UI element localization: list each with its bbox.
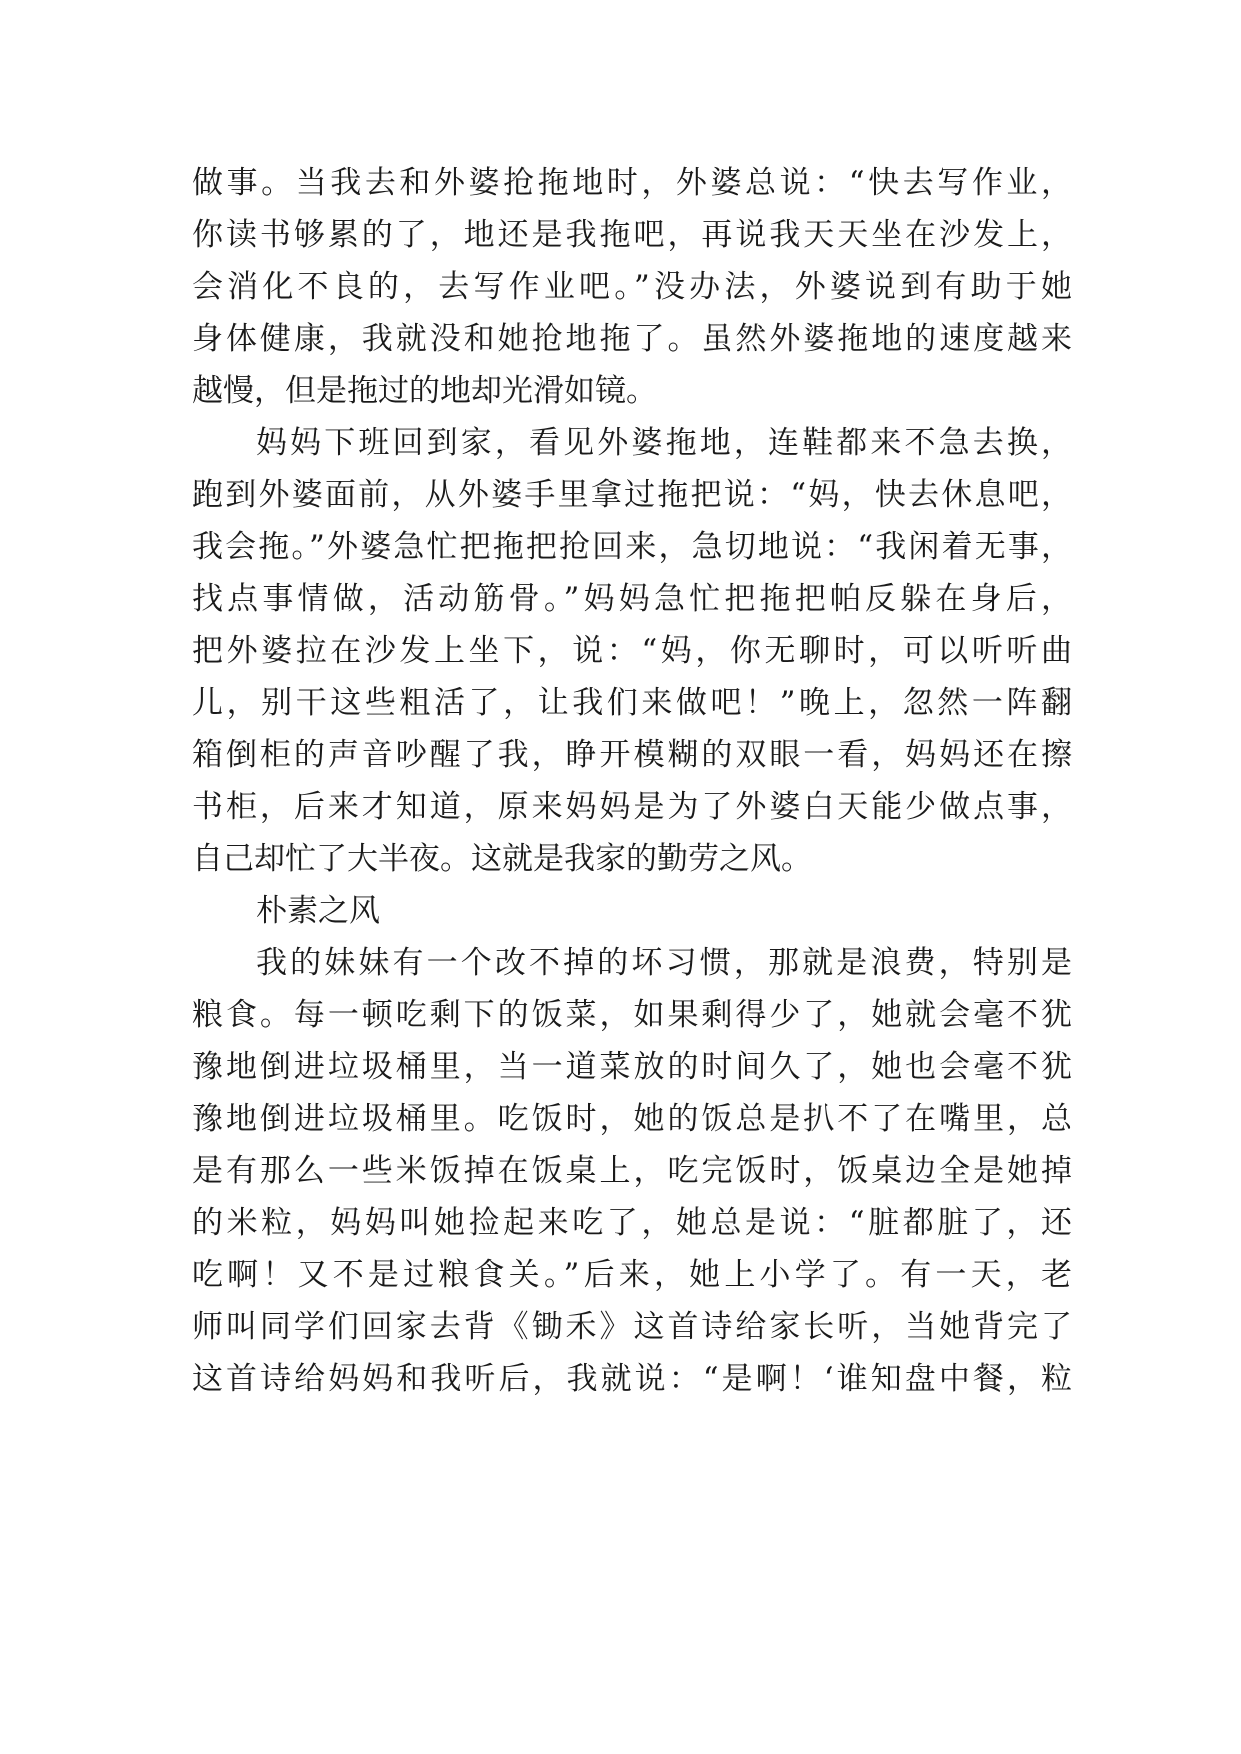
body-text (192, 157, 1072, 1405)
text-line-1: 做事。当我去和外婆抢拖地时，外婆总说：“快去写作业， (192, 165, 1072, 201)
text-line-19: 豫地倒进垃圾桶里。吃饭时，她的饭总是扒不了在嘴里，总 (192, 1101, 1072, 1137)
text-line-24: 这首诗给妈妈和我听后，我就说：“是啊！‘谁知盘中餐，粒 (192, 1361, 1072, 1397)
text-line-6: 妈妈下班回到家，看见外婆拖地，连鞋都来不急去换， (256, 425, 1072, 461)
text-line-2: 你读书够累的了，地还是我拖吧，再说我天天坐在沙发上， (192, 217, 1072, 253)
text-line-4: 身体健康，我就没和她抢地拖了。虽然外婆拖地的速度越来 (192, 321, 1072, 357)
text-line-13: 书柜，后来才知道，原来妈妈是为了外婆白天能少做点事， (192, 789, 1072, 825)
text-line-17: 粮食。每一顿吃剩下的饭菜，如果剩得少了，她就会毫不犹 (192, 997, 1072, 1033)
text-line-9: 找点事情做，活动筋骨。”妈妈急忙把拖把帕反躲在身后， (192, 581, 1072, 617)
text-line-5: 越慢，但是拖过的地却光滑如镜。 (192, 373, 657, 409)
text-line-20: 是有那么一些米饭掉在饭桌上，吃完饭时，饭桌边全是她掉 (192, 1153, 1072, 1189)
section-heading: 朴素之风 (256, 893, 380, 929)
text-line-8: 我会拖。”外婆急忙把拖把抢回来，急切地说：“我闲着无事， (192, 529, 1072, 565)
text-line-22: 吃啊！又不是过粮食关。”后来，她上小学了。有一天，老 (192, 1257, 1072, 1293)
text-line-11: 儿，别干这些粗活了，让我们来做吧！”晚上，忽然一阵翻 (192, 685, 1072, 721)
text-line-3: 会消化不良的，去写作业吧。”没办法，外婆说到有助于她 (192, 269, 1072, 305)
text-line-21: 的米粒，妈妈叫她捡起来吃了，她总是说：“脏都脏了，还 (192, 1205, 1072, 1241)
text-line-12: 箱倒柜的声音吵醒了我，睁开模糊的双眼一看，妈妈还在擦 (192, 737, 1072, 773)
text-line-23: 师叫同学们回家去背《锄禾》这首诗给家长听，当她背完了 (192, 1309, 1072, 1345)
text-line-7: 跑到外婆面前，从外婆手里拿过拖把说：“妈，快去休息吧， (192, 477, 1072, 513)
text-line-14: 自己却忙了大半夜。这就是我家的勤劳之风。 (192, 841, 812, 877)
text-line-10: 把外婆拉在沙发上坐下，说：“妈，你无聊时，可以听听曲 (192, 633, 1072, 669)
text-line-18: 豫地倒进垃圾桶里，当一道菜放的时间久了，她也会毫不犹 (192, 1049, 1072, 1085)
text-line-16: 我的妹妹有一个改不掉的坏习惯，那就是浪费，特别是 (256, 945, 1072, 981)
